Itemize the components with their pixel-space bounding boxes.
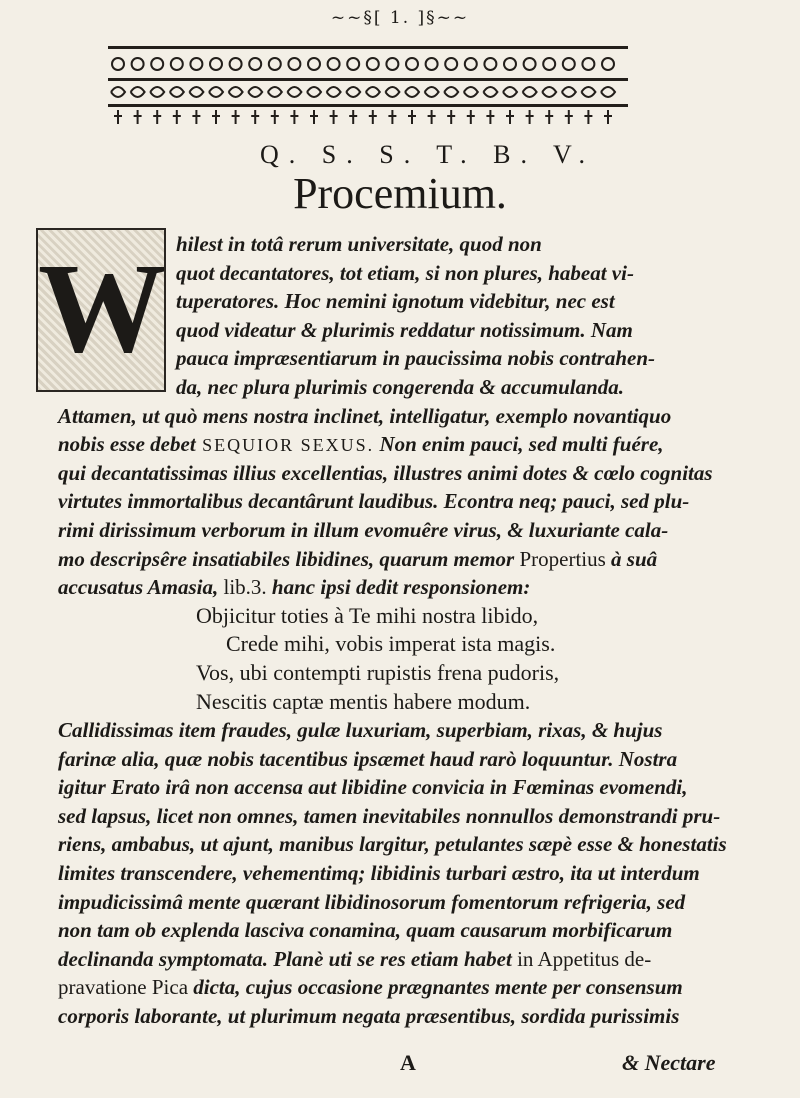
ornament-leaf <box>111 87 125 97</box>
ornament-flower <box>445 58 457 70</box>
text-line <box>58 945 798 974</box>
ornament-leaf <box>131 87 145 97</box>
ornament-flower <box>465 58 477 70</box>
line-text: virtutes immortalibus decantârunt laudibus. Econtra neq; pauci, sed plu- <box>58 489 690 514</box>
ornament-flower <box>210 58 222 70</box>
ornament-drop <box>408 110 416 124</box>
ornament-leaf <box>562 87 576 97</box>
folio-number: ~~§[ 1. ]§~~ <box>330 8 470 28</box>
ornament-leaf <box>405 87 419 97</box>
line-text: quod videatur & plurimis reddatur notissimum. Nam <box>176 317 633 342</box>
line-text: à suâ <box>605 546 658 571</box>
ornament-leaf <box>444 87 458 97</box>
line-text: non tam ob explenda lasciva conamina, quam causarum morbificarum <box>58 918 673 943</box>
text-line <box>58 545 798 574</box>
line-text: limites transcendere, vehementimq; libidinis turbari æstro, ita ut interdum <box>58 861 700 886</box>
line-text-roman: pravatione Pica <box>58 975 189 1000</box>
line-text: pauca impræsentiarum in paucissima nobis contrahen- <box>176 346 656 371</box>
line-text: Non enim pauci, sed multi fuére, <box>374 432 664 457</box>
line-text: Callidissimas item fraudes, gulæ luxuriam, superbiam, rixas, & hujus <box>58 718 663 743</box>
text-line <box>58 830 798 859</box>
line-text: mo descripsêre insatiabiles libidines, quarum memor <box>58 546 515 571</box>
ornament-flower <box>524 58 536 70</box>
ornament-flower <box>406 58 418 70</box>
ornament-leaf <box>307 87 321 97</box>
text-line <box>176 344 798 373</box>
body-text <box>58 230 798 1031</box>
ornament-drop <box>310 110 318 124</box>
ornament-leaf <box>229 87 243 97</box>
line-text: qui decantatissimas illius excellentias, illustres animi dotes & cœlo cognitas <box>58 460 713 485</box>
text-line <box>58 859 798 888</box>
line-text: farinæ alia, quæ nobis tacentibus ipsæmet haud rarò loquuntur. Nostra <box>58 746 678 771</box>
line-text: riens, ambabus, ut ajunt, manibus largitur, petulantes sæpè esse & honestatis <box>58 832 727 857</box>
catchword: & Nectare <box>622 1050 716 1075</box>
text-line <box>58 516 798 545</box>
ornament-flower <box>328 58 340 70</box>
ornament-drop <box>232 110 240 124</box>
ornament-flower <box>308 58 320 70</box>
line-text: hanc ipsi dedit responsionem: <box>266 575 531 600</box>
ornament-drop <box>290 110 298 124</box>
signature-mark: A <box>400 1050 416 1075</box>
line-text: rimi dirissimum verborum in illum evomuêre virus, & luxuriante cala- <box>58 517 669 542</box>
head-ornament <box>108 42 628 134</box>
drop-cap-letter: W <box>38 237 166 379</box>
line-text: tuperatores. Hoc nemini ignotum videbitur, nec est <box>176 289 615 314</box>
ornament-flower <box>602 58 614 70</box>
ornament-drop <box>134 110 142 124</box>
line-text: hilest in totâ rerum universitate, quod non <box>176 232 542 256</box>
ornament-flower <box>151 58 163 70</box>
ornament-drop <box>486 110 494 124</box>
ornament-flower <box>367 58 379 70</box>
verse-line: Crede mihi, vobis imperat ista magis. <box>226 631 556 657</box>
ornament-leaf <box>542 87 556 97</box>
line-text: da, nec plura plurimis congerenda & accumulanda. <box>176 374 625 399</box>
ornament-flower <box>230 58 242 70</box>
text-line <box>176 373 798 402</box>
ornament-leaf <box>327 87 341 97</box>
line-text: quot decantatores, tot etiam, si non plures, habeat vi- <box>176 260 634 285</box>
text-line <box>58 973 798 1002</box>
ornament-drop <box>506 110 514 124</box>
ornament-leaf <box>248 87 262 97</box>
ornament-flower <box>269 58 281 70</box>
text-line <box>58 487 798 516</box>
text-line <box>58 773 798 802</box>
verse-line: Nescitis captæ mentis habere modum. <box>196 688 531 714</box>
ornament-flower <box>426 58 438 70</box>
ornament-leaf <box>503 87 517 97</box>
ornament-drop <box>467 110 475 124</box>
line-text: accusatus Amasia, <box>58 575 219 600</box>
ornament-drop <box>428 110 436 124</box>
line-text: impudicissimâ mente quærant libidinosorum fomentorum refrigeria, sed <box>58 889 686 914</box>
ornament-drop <box>330 110 338 124</box>
ornament-drop <box>173 110 181 124</box>
ornament-drop <box>584 110 592 124</box>
ornament-drop <box>565 110 573 124</box>
line-text-roman: lib.3. <box>218 575 267 600</box>
text-line <box>58 1002 798 1031</box>
ornament-leaf <box>425 87 439 97</box>
ornament-leaf <box>268 87 282 97</box>
ornament-leaf <box>581 87 595 97</box>
ornament-leaf <box>601 87 615 97</box>
header-initials: Q. S. S. T. B. V. <box>260 140 595 169</box>
ornament-flower <box>190 58 202 70</box>
line-text: declinanda symptomata. Planè uti se res etiam habet <box>58 946 512 971</box>
line-text: corporis laborante, ut plurimum negata præsentibus, sordida purissimis <box>58 1004 680 1029</box>
ornament-flower <box>112 58 124 70</box>
ornament-leaf <box>385 87 399 97</box>
text-line <box>58 459 798 488</box>
ornament-drop <box>447 110 455 124</box>
line-text-roman: in Appetitus de- <box>511 946 652 971</box>
text-line <box>58 573 798 602</box>
ornament-drop <box>212 110 220 124</box>
ornament-drop <box>349 110 357 124</box>
text-line <box>58 802 798 831</box>
line-text: Attamen, ut quò mens nostra inclinet, intelligatur, exemplo novantiquo <box>58 403 672 428</box>
ornament-flower <box>171 58 183 70</box>
ornament-flower <box>543 58 555 70</box>
ornament-drop <box>153 110 161 124</box>
ornament-flower <box>582 58 594 70</box>
text-line <box>58 402 798 431</box>
ornament-leaf <box>287 87 301 97</box>
ornament-drop <box>545 110 553 124</box>
page-footer <box>0 1050 800 1078</box>
line-text: igitur Erato irâ non accensa aut libidine convicia in Fœminas evomendi, <box>58 775 688 800</box>
ornament-drop <box>526 110 534 124</box>
text-line <box>58 888 798 917</box>
text-line <box>58 430 798 459</box>
ornament-leaf <box>209 87 223 97</box>
ornament-leaf <box>170 87 184 97</box>
ornament-drop <box>114 110 122 124</box>
verse-line: Objicitur toties à Te mihi nostra libido, <box>196 602 539 628</box>
ornament-drop <box>251 110 259 124</box>
ornament-drop <box>271 110 279 124</box>
text-line <box>58 716 798 745</box>
ornament-flower <box>484 58 496 70</box>
text-line <box>58 745 798 774</box>
ornament-drop <box>388 110 396 124</box>
text-line <box>176 230 798 259</box>
ornament-flower <box>563 58 575 70</box>
ornament-leaf <box>483 87 497 97</box>
ornament-flower <box>386 58 398 70</box>
line-text: sed lapsus, licet non omnes, tamen inevitabiles nonnullos demonstrandi pru- <box>58 803 721 828</box>
text-line <box>176 259 798 288</box>
ornament-flower <box>504 58 516 70</box>
ornament-leaf <box>366 87 380 97</box>
ornament-leaf <box>523 87 537 97</box>
page-title: Procemium. <box>293 169 507 218</box>
ornament-flower <box>288 58 300 70</box>
verse-line: Vos, ubi contempti rupistis frena pudoris, <box>196 659 560 685</box>
line-text: nobis esse debet <box>58 432 196 457</box>
ornament-drop <box>192 110 200 124</box>
ornament-drop <box>369 110 377 124</box>
ornament-flower <box>347 58 359 70</box>
ornament-leaf <box>464 87 478 97</box>
ornament-leaf <box>150 87 164 97</box>
text-line <box>176 316 798 345</box>
ornament-leaf <box>189 87 203 97</box>
text-line <box>176 287 798 316</box>
ornament-leaf <box>346 87 360 97</box>
line-text-roman: SEQUIOR SEXUS. <box>195 435 375 456</box>
ornament-flower <box>249 58 261 70</box>
text-line <box>58 916 798 945</box>
ornament-drop <box>604 110 612 124</box>
line-text-roman: Propertius <box>514 546 606 571</box>
line-text: dicta, cujus occasione prægnantes mente per consensum <box>188 975 683 1000</box>
ornament-flower <box>132 58 144 70</box>
